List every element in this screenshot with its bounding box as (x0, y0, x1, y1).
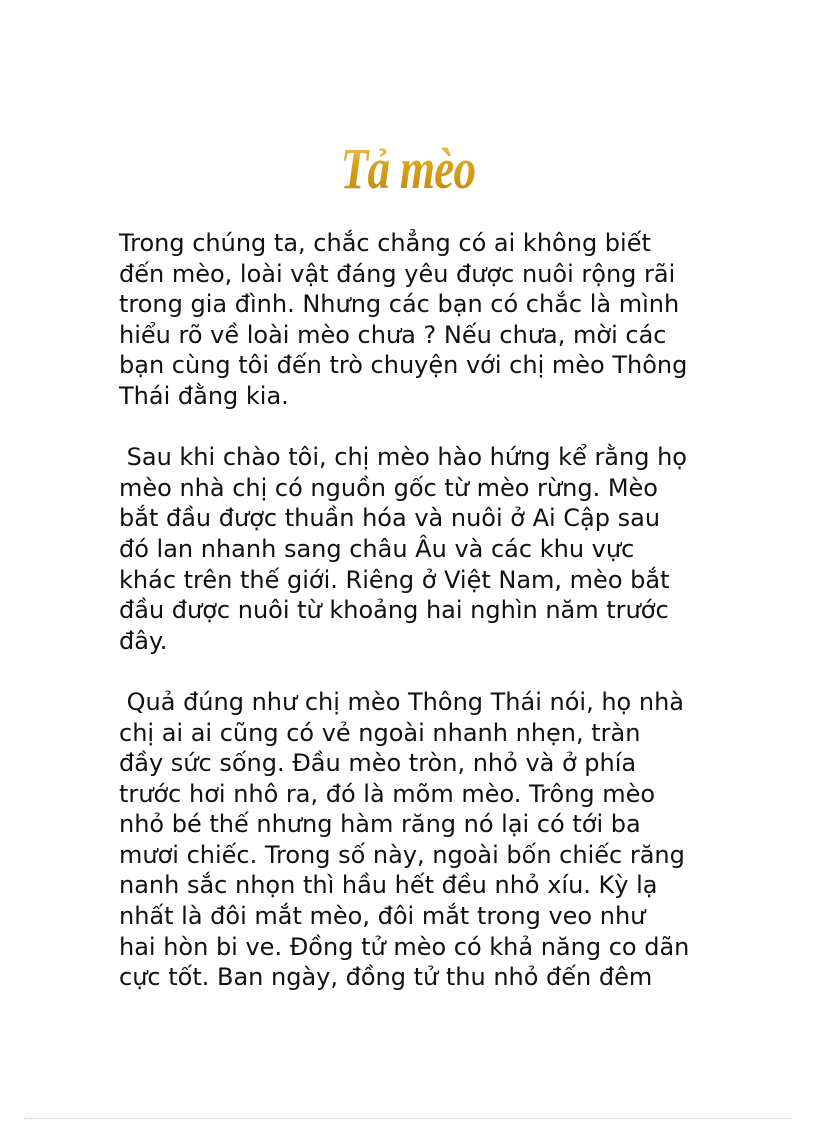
paragraph-line: chị ai ai cũng có vẻ ngoài nhanh nhẹn, tràn (119, 718, 641, 747)
paragraph-line: đầy sức sống. Đầu mèo tròn, nhỏ và ở phía (119, 749, 637, 778)
paragraph-line: mươi chiếc. Trong số này, ngoài bốn chiếc răng (119, 840, 685, 869)
paragraph-line: hai hòn bi ve. Đồng tử mèo có khả năng co dãn (119, 932, 690, 961)
paragraph-line: nhỏ bé thế nhưng hàm răng nó lại có tới ba (119, 810, 641, 839)
paragraph-line: trước hơi nhô ra, đó là mõm mèo. Trông mèo (119, 779, 656, 808)
paragraph-2 (119, 442, 709, 656)
paragraph-line: đến mèo, loài vật đáng yêu được nuôi rộng rãi (119, 259, 676, 288)
paragraph-line: Quả đúng như chị mèo Thông Thái nói, họ nhà (119, 687, 684, 716)
paragraph-line: mèo nhà chị có nguồn gốc từ mèo rừng. Mèo (119, 473, 658, 502)
paragraph-line: đầu được nuôi từ khoảng hai nghìn năm trước (119, 596, 669, 625)
paragraph-line: Thái đằng kia. (119, 381, 289, 410)
paragraph-3 (119, 687, 709, 993)
paragraph-line: đây. (119, 626, 168, 655)
paragraph-line: khác trên thế giới. Riêng ở Việt Nam, mèo bắt (119, 565, 670, 594)
paragraph-line: hiểu rõ về loài mèo chưa ? Nếu chưa, mời các (119, 320, 667, 349)
paragraph-1 (119, 228, 709, 412)
paragraph-line: bắt đầu được thuần hóa và nuôi ở Ai Cập sau (119, 504, 661, 533)
paragraph-line: Sau khi chào tôi, chị mèo hào hứng kể rằng họ (119, 443, 687, 472)
paragraph-line: trong gia đình. Nhưng các bạn có chắc là mình (119, 290, 680, 319)
paragraph-line: nanh sắc nhọn thì hầu hết đều nhỏ xíu. Kỳ lạ (119, 871, 658, 900)
paragraph-line: bạn cùng tôi đến trò chuyện với chị mèo Thông (119, 351, 688, 380)
paragraph-line: cực tốt. Ban ngày, đồng tử thu nhỏ đến đêm (119, 963, 653, 992)
page-bottom-divider (24, 1118, 792, 1119)
paragraph-line: đó lan nhanh sang châu Âu và các khu vực (119, 534, 635, 563)
paragraph-line: Trong chúng ta, chắc chẳng có ai không biết (119, 229, 651, 257)
document-body (119, 228, 709, 1023)
document-title: Tả mèo (90, 124, 726, 214)
paragraph-line: nhất là đôi mắt mèo, đôi mắt trong veo như (119, 902, 646, 931)
